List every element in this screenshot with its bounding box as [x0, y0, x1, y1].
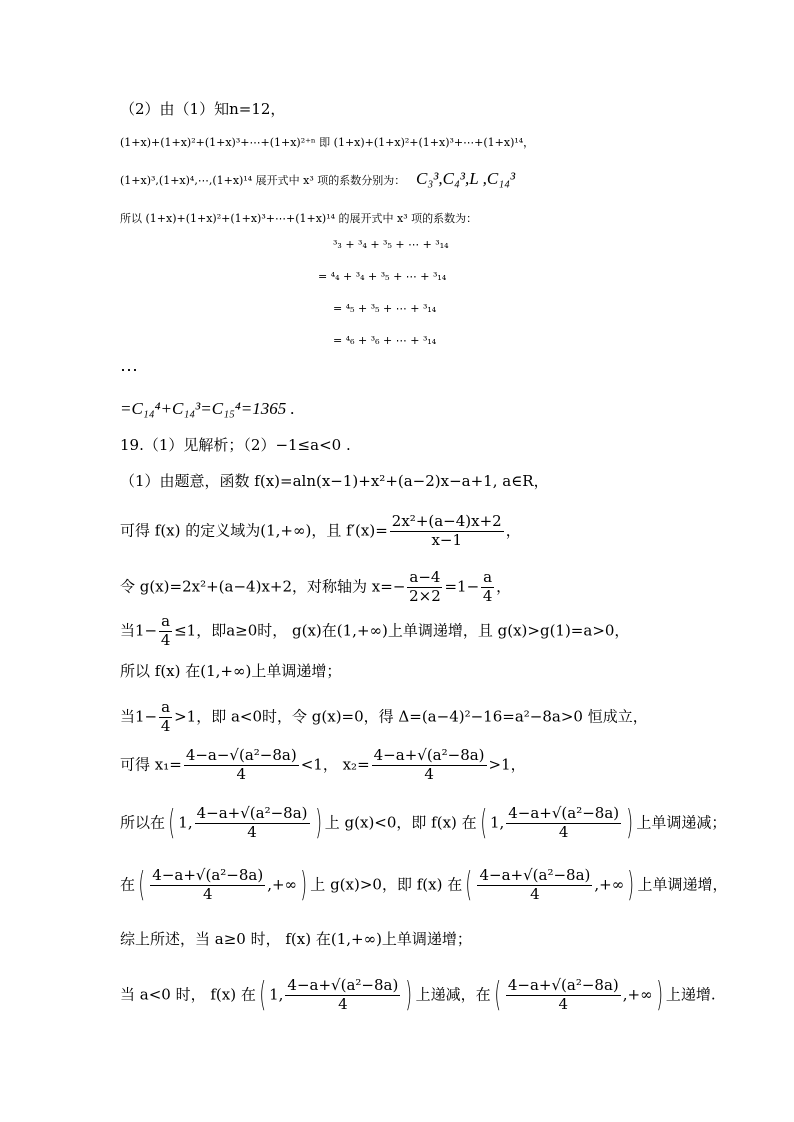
q19-l8-pre: 所以在 — [120, 813, 166, 832]
interval-numerator-6: 4−a+√(a²−8a) — [507, 976, 619, 994]
interval-denominator-2: 4 — [558, 822, 569, 841]
part2-coef-list: C₃³,C₄³,L ,C₁₄³ — [416, 169, 516, 188]
part2-coef-line — [120, 168, 515, 192]
derivative-denominator: x−1 — [431, 530, 463, 549]
q19-l5: 所以 f(x) 在(1,+∞)上单调递增； — [120, 662, 342, 680]
cond-denominator-1: 4 — [160, 630, 171, 649]
axis-denominator-2: 4 — [482, 586, 493, 605]
derivative-fraction — [390, 514, 504, 549]
equation-line-3: = ⁴₅ + ³₅ + ⋯ + ³₁₄ — [333, 302, 437, 315]
interval-lo-3: 1, — [269, 985, 284, 1004]
q19-l2-end: ， — [505, 521, 521, 540]
close-paren: ) — [627, 865, 635, 906]
q19-l6-text: >1，即 a<0时，令 g(x)=0，得 Δ=(a−4)²−16=a²−8a>0 恒成立， — [174, 707, 648, 726]
interval-fraction-6 — [506, 978, 621, 1013]
derivative-numerator: 2x²+(a−4)x+2 — [391, 512, 502, 530]
q19-l3-mid: =1− — [444, 577, 480, 596]
root1-denominator: 4 — [236, 764, 247, 783]
q19-l7-mid: <1， x₂= — [300, 755, 370, 774]
open-paren: ( — [465, 865, 473, 906]
q19-l8-end: 上单调递减； — [636, 813, 727, 832]
root2-fraction — [372, 748, 487, 783]
interval-numerator-5: 4−a+√(a²−8a) — [287, 976, 399, 994]
close-paren: ) — [405, 975, 413, 1016]
q19-l9 — [120, 865, 728, 906]
equation-line-4: = ⁴₆ + ³₆ + ⋯ + ³₁₄ — [333, 334, 437, 347]
open-paren: ( — [493, 975, 501, 1016]
q19-l4-pre: 当1− — [120, 621, 158, 640]
cond-fraction-2 — [159, 700, 172, 735]
q19-l11-mid: 上递减，在 — [415, 985, 491, 1004]
interval-fraction-4 — [477, 868, 592, 903]
q19-l11-pre: 当 a<0 时， f(x) 在 — [120, 985, 256, 1004]
equation-line-1: ³₃ + ³₄ + ³₅ + ⋯ + ³₁₄ — [333, 238, 449, 251]
q19-l1: （1）由题意，函数 f(x)=aln(x−1)+x²+(a−2)x−a+1, a∈R， — [120, 472, 549, 490]
q19-answer: 19.（1）见解析；（2）−1≤a<0 . — [120, 436, 351, 454]
q19-l8 — [120, 803, 727, 844]
interval-denominator-6: 4 — [558, 994, 569, 1013]
close-paren: ) — [314, 803, 322, 844]
q19-l6 — [120, 700, 648, 735]
q19-l3-end: ， — [496, 577, 512, 596]
root2-denominator: 4 — [424, 764, 434, 783]
close-paren: ) — [626, 803, 634, 844]
axis-numerator-2: a — [483, 568, 493, 586]
q19-l7 — [120, 748, 526, 783]
cond-denominator-2: 4 — [160, 716, 171, 735]
interval-denominator-4: 4 — [530, 884, 540, 903]
equation-line-2: = ⁴₄ + ³₄ + ³₅ + ⋯ + ³₁₄ — [318, 270, 447, 283]
close-paren: ) — [300, 865, 307, 906]
q19-l4-text: ≤1，即a≥0时， g(x)在(1,+∞)上单调递增，且 g(x)>g(1)=a>0， — [174, 621, 630, 640]
part2-coef-text: (1+x)³,(1+x)⁴,⋯,(1+x)¹⁴ 展开式中 x³ 项的系数分别为： — [120, 174, 406, 187]
open-paren: ( — [138, 865, 145, 906]
cond-numerator-1: a — [161, 612, 171, 630]
interval-fraction-1 — [195, 806, 310, 841]
q19-l4 — [120, 614, 629, 649]
q19-l7-end: >1， — [488, 755, 526, 774]
q19-l8-mid: 上 g(x)<0，即 f(x) 在 — [324, 813, 477, 832]
axis-fraction — [407, 570, 442, 605]
q19-l9-end: 上单调递增， — [637, 875, 728, 894]
ellipsis: ⋯ — [120, 360, 138, 381]
q19-l11 — [120, 975, 716, 1016]
interval-hi: ,+∞ — [267, 875, 298, 894]
part2-intro: （2）由（1）知n=12， — [120, 100, 286, 118]
interval-denominator-5: 4 — [338, 994, 348, 1013]
interval-fraction-3 — [150, 868, 265, 903]
interval-lo: 1, — [178, 813, 193, 832]
interval-numerator-3: 4−a+√(a²−8a) — [152, 866, 264, 884]
interval-numerator-2: 4−a+√(a²−8a) — [508, 804, 620, 822]
part2-sum-line: (1+x)+(1+x)²+(1+x)³+⋯+(1+x)²⁺ⁿ 即 (1+x)+(1+x)²+(1+x)³+⋯+(1+x)¹⁴， — [120, 136, 535, 149]
interval-denominator-3: 4 — [202, 884, 213, 903]
q19-l7-pre: 可得 x₁= — [120, 755, 182, 774]
q19-l2 — [120, 514, 521, 549]
q19-l10: 综上所述，当 a≥0 时， f(x) 在(1,+∞)上单调递增； — [120, 930, 472, 948]
interval-lo-2: 1, — [489, 813, 505, 832]
axis-fraction-2 — [481, 570, 494, 605]
open-paren: ( — [168, 803, 175, 844]
interval-denominator-1: 4 — [247, 822, 257, 841]
interval-numerator-1: 4−a+√(a²−8a) — [196, 804, 308, 822]
q19-l11-end: 上递增. — [665, 985, 716, 1004]
cond-fraction-1 — [159, 614, 172, 649]
axis-numerator: a−4 — [409, 568, 441, 586]
close-paren: ) — [655, 975, 663, 1016]
interval-fraction-5 — [285, 978, 400, 1013]
q19-l3-text: 令 g(x)=2x²+(a−4)x+2，对称轴为 x=− — [120, 577, 406, 596]
part2-so-line — [120, 206, 477, 230]
final-result: =C₁₄⁴+C₁₄³=C₁₅⁴=1365 . — [120, 399, 295, 418]
q19-l9-pre: 在 — [120, 875, 136, 894]
q19-l6-pre: 当1− — [120, 707, 158, 726]
q19-l9-mid: 上 g(x)>0，即 f(x) 在 — [310, 875, 463, 894]
open-paren: ( — [259, 975, 266, 1016]
q19-l2-text: 可得 f(x) 的定义域为(1,+∞)，且 f′(x)= — [120, 521, 388, 540]
interval-numerator-4: 4−a+√(a²−8a) — [479, 866, 591, 884]
cond-numerator-2: a — [161, 698, 171, 716]
q19-l3 — [120, 570, 511, 605]
root1-numerator: 4−a−√(a²−8a) — [185, 746, 297, 764]
interval-hi-2: ,+∞ — [594, 875, 625, 894]
interval-fraction-2 — [506, 806, 621, 841]
root2-numerator: 4−a+√(a²−8a) — [373, 746, 485, 764]
part2-so-text: 所以 (1+x)+(1+x)²+(1+x)³+⋯+(1+x)¹⁴ 的展开式中 x³ 项的系数为： — [120, 212, 478, 225]
root1-fraction — [184, 748, 299, 783]
open-paren: ( — [479, 803, 487, 844]
interval-hi-3: ,+∞ — [622, 985, 653, 1004]
axis-denominator: 2×2 — [409, 586, 441, 605]
